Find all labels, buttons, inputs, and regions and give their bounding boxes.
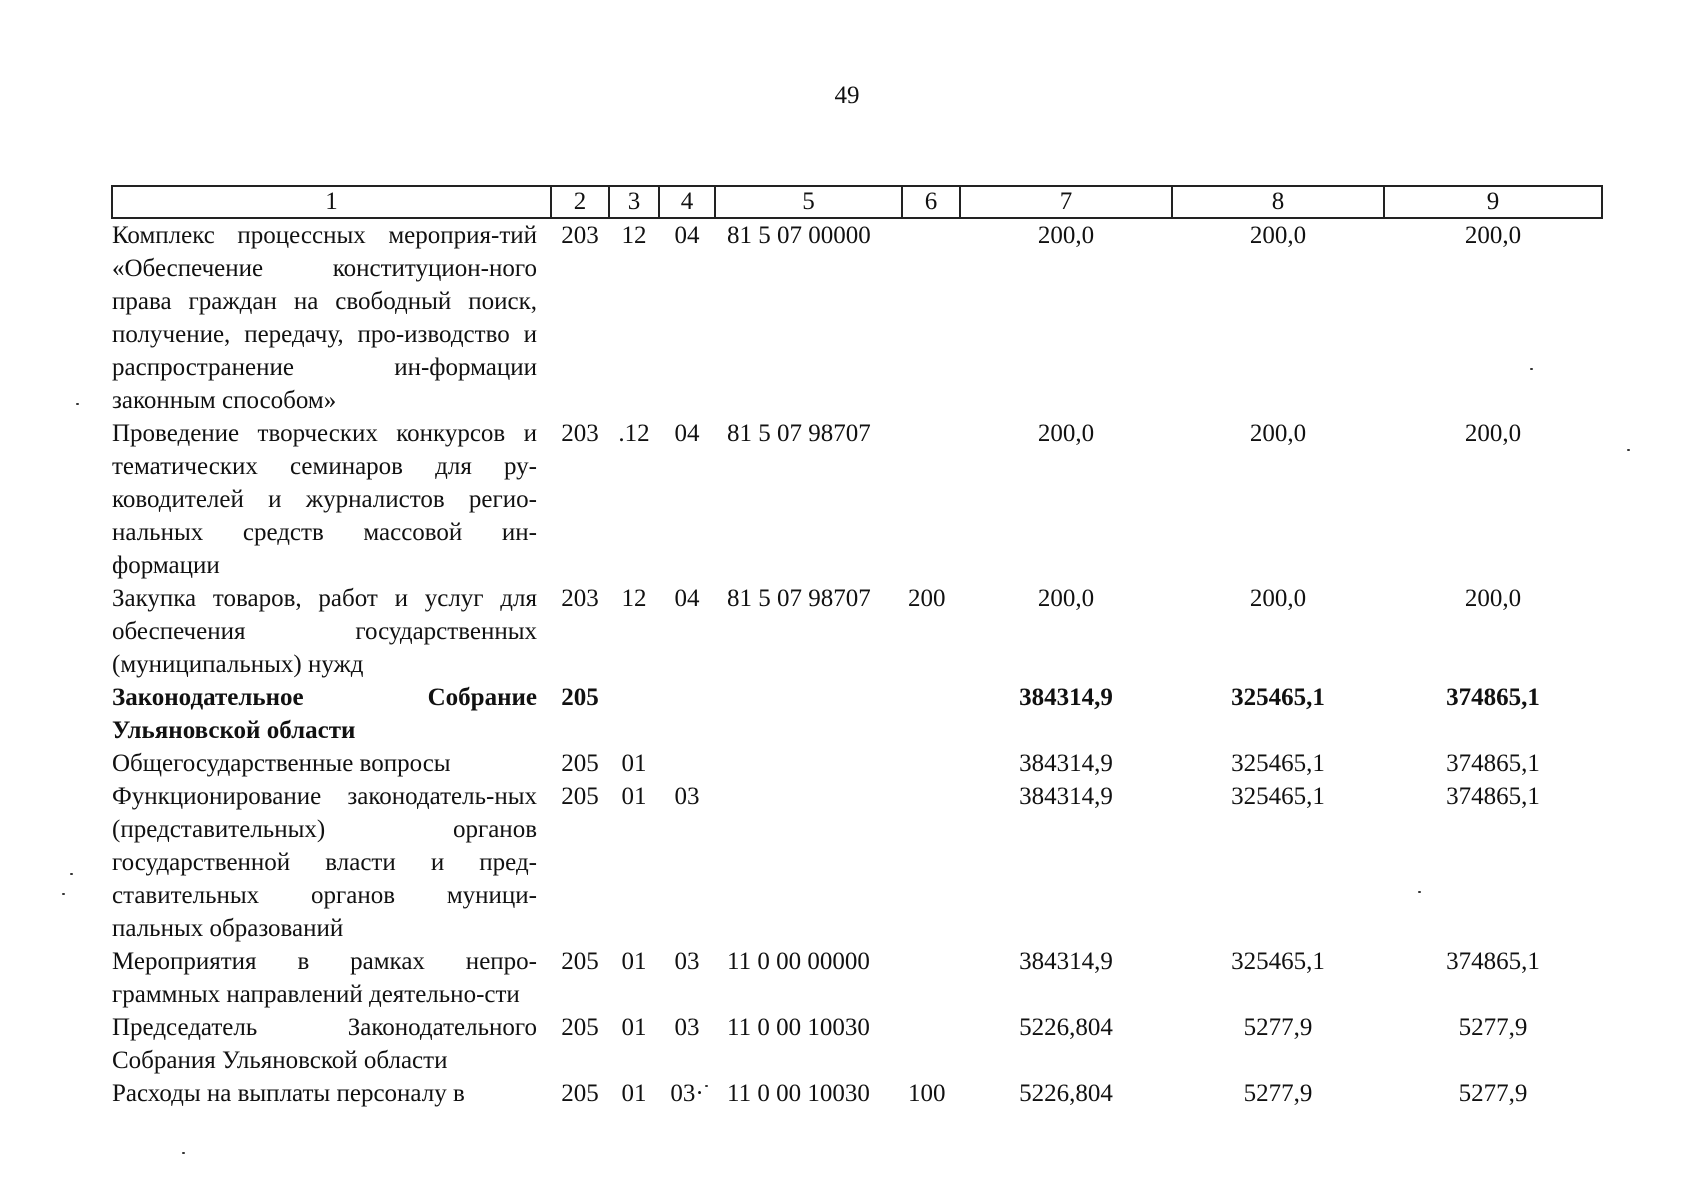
target-article-cell: 81 5 07 98707 bbox=[727, 585, 871, 612]
table-row bbox=[112, 1011, 1602, 1077]
expense-type-cell bbox=[902, 681, 960, 747]
amount-year1-cell: 384314,9 bbox=[1019, 783, 1113, 810]
admin-code-cell: 203 bbox=[561, 222, 599, 249]
section-cell: 01 bbox=[621, 1080, 647, 1107]
row-name-cell: Общегосударственные вопросы bbox=[112, 750, 451, 777]
amount-year2-cell: 325465,1 bbox=[1231, 750, 1325, 777]
subsection-cell: 04 bbox=[674, 420, 700, 447]
section-cell: 12 bbox=[621, 222, 647, 249]
row-name-cell: Мероприятия в рамках непро-граммных направлений деятельно-сти bbox=[112, 948, 537, 1008]
table-row bbox=[112, 582, 1602, 681]
amount-year1-cell: 5226,804 bbox=[1019, 1080, 1113, 1107]
table-body bbox=[112, 218, 1602, 1110]
amount-year2-cell: 200,0 bbox=[1249, 585, 1307, 612]
table-row bbox=[112, 945, 1602, 1011]
column-header-2: 2 bbox=[551, 186, 609, 218]
amount-year3-cell: 374865,1 bbox=[1446, 684, 1540, 711]
amount-year1-cell: 5226,804 bbox=[1019, 1014, 1113, 1041]
row-name-cell: Проведение творческих конкурсов и тематических семинаров для ру-ководителей и журналистов регио-нальных средств массовой ин-формации bbox=[112, 420, 537, 579]
target-article-cell: 11 0 00 00000 bbox=[727, 948, 870, 975]
column-header-9: 9 bbox=[1384, 186, 1602, 218]
amount-year3-cell: 200,0 bbox=[1464, 420, 1522, 447]
admin-code-cell: 205 bbox=[561, 948, 599, 975]
section-cell: 01 bbox=[621, 783, 647, 810]
amount-year2-cell: 325465,1 bbox=[1231, 783, 1325, 810]
admin-code-cell: 205 bbox=[561, 684, 599, 711]
target-article-cell: 81 5 07 98707 bbox=[727, 420, 871, 447]
target-article-cell: 11 0 00 10030 bbox=[727, 1080, 870, 1107]
subsection-cell: 03 bbox=[674, 783, 700, 810]
scan-speck bbox=[1530, 368, 1533, 370]
table-row bbox=[112, 1077, 1602, 1110]
row-name-cell: Председатель Законодательного Собрания Ульяновской области bbox=[112, 1014, 537, 1074]
scan-speck bbox=[1418, 891, 1421, 893]
row-name-cell: Комплекс процессных мероприя-тий «Обеспечение конституцион-ного права граждан на свободный поиск, получение, передачу, про-изводство и распространение ин-формации законным способом» bbox=[112, 222, 537, 414]
column-header-6: 6 bbox=[902, 186, 960, 218]
table-row bbox=[112, 218, 1602, 417]
section-cell: .12 bbox=[618, 420, 650, 447]
amount-year3-cell: 5277,9 bbox=[1458, 1080, 1528, 1107]
amount-year3-cell: 374865,1 bbox=[1446, 948, 1540, 975]
row-name-cell: Расходы на выплаты персоналу в bbox=[112, 1080, 465, 1107]
expense-type-cell bbox=[902, 780, 960, 945]
section-cell bbox=[609, 681, 659, 747]
admin-code-cell: 205 bbox=[561, 1080, 599, 1107]
subsection-cell: 04 bbox=[674, 222, 700, 249]
page-number: 49 bbox=[834, 82, 860, 109]
row-name-cell: Функционирование законодатель-ных (представительных) органов государственной власти и пред-ставительных органов муници-пальных образований bbox=[112, 783, 537, 942]
expense-type-cell bbox=[902, 1011, 960, 1077]
expense-type-cell bbox=[902, 417, 960, 582]
amount-year3-cell: 374865,1 bbox=[1446, 750, 1540, 777]
amount-year2-cell: 325465,1 bbox=[1231, 948, 1325, 975]
amount-year3-cell: 200,0 bbox=[1464, 222, 1522, 249]
admin-code-cell: 203 bbox=[561, 585, 599, 612]
section-cell: 01 bbox=[621, 948, 647, 975]
row-name-cell: Законодательное Собрание Ульяновской области bbox=[112, 684, 537, 744]
amount-year1-cell: 384314,9 bbox=[1019, 684, 1113, 711]
amount-year2-cell: 200,0 bbox=[1249, 222, 1307, 249]
expense-type-cell bbox=[902, 747, 960, 780]
expense-type-cell bbox=[902, 218, 960, 417]
column-header-8: 8 bbox=[1172, 186, 1384, 218]
column-header-1: 1 bbox=[112, 186, 551, 218]
amount-year3-cell: 5277,9 bbox=[1458, 1014, 1528, 1041]
section-cell: 12 bbox=[621, 585, 647, 612]
amount-year2-cell: 5277,9 bbox=[1243, 1014, 1313, 1041]
target-article-cell bbox=[715, 780, 902, 945]
target-article-cell bbox=[715, 681, 902, 747]
column-header-5: 5 bbox=[715, 186, 902, 218]
amount-year1-cell: 200,0 bbox=[1037, 585, 1095, 612]
expense-type-cell: 100 bbox=[908, 1080, 946, 1107]
amount-year1-cell: 200,0 bbox=[1037, 420, 1095, 447]
expense-type-cell: 200 bbox=[908, 585, 946, 612]
table-row bbox=[112, 747, 1602, 780]
admin-code-cell: 205 bbox=[561, 783, 599, 810]
target-article-cell bbox=[715, 747, 902, 780]
amount-year2-cell: 200,0 bbox=[1249, 420, 1307, 447]
scan-speck bbox=[182, 1152, 185, 1154]
target-article-cell: 11 0 00 10030 bbox=[727, 1014, 870, 1041]
scan-speck bbox=[76, 403, 79, 405]
target-article-cell: 81 5 07 00000 bbox=[727, 222, 871, 249]
table-row bbox=[112, 681, 1602, 747]
admin-code-cell: 205 bbox=[561, 750, 599, 777]
amount-year2-cell: 325465,1 bbox=[1231, 684, 1325, 711]
scan-speck bbox=[70, 873, 73, 875]
scan-speck bbox=[705, 1085, 708, 1087]
amount-year1-cell: 384314,9 bbox=[1019, 750, 1113, 777]
amount-year2-cell: 5277,9 bbox=[1243, 1080, 1313, 1107]
table-row bbox=[112, 417, 1602, 582]
admin-code-cell: 203 bbox=[561, 420, 599, 447]
subsection-cell: 03 bbox=[674, 948, 700, 975]
column-header-4: 4 bbox=[659, 186, 715, 218]
section-cell: 01 bbox=[621, 1014, 647, 1041]
subsection-cell: 03 bbox=[674, 1014, 700, 1041]
subsection-cell bbox=[659, 681, 715, 747]
header-row bbox=[112, 186, 1602, 218]
column-header-7: 7 bbox=[960, 186, 1172, 218]
expense-type-cell bbox=[902, 945, 960, 1011]
budget-table bbox=[111, 185, 1603, 1110]
table-row bbox=[112, 780, 1602, 945]
admin-code-cell: 205 bbox=[561, 1014, 599, 1041]
amount-year3-cell: 200,0 bbox=[1464, 585, 1522, 612]
subsection-cell bbox=[659, 747, 715, 780]
row-name-cell: Закупка товаров, работ и услуг для обеспечения государственных (муниципальных) нужд bbox=[112, 585, 537, 678]
amount-year1-cell: 200,0 bbox=[1037, 222, 1095, 249]
amount-year1-cell: 384314,9 bbox=[1019, 948, 1113, 975]
amount-year3-cell: 374865,1 bbox=[1446, 783, 1540, 810]
scan-speck bbox=[62, 893, 65, 895]
column-header-3: 3 bbox=[609, 186, 659, 218]
subsection-cell: 03· bbox=[670, 1080, 704, 1107]
section-cell: 01 bbox=[621, 750, 647, 777]
subsection-cell: 04 bbox=[674, 585, 700, 612]
scan-speck bbox=[1627, 449, 1630, 451]
